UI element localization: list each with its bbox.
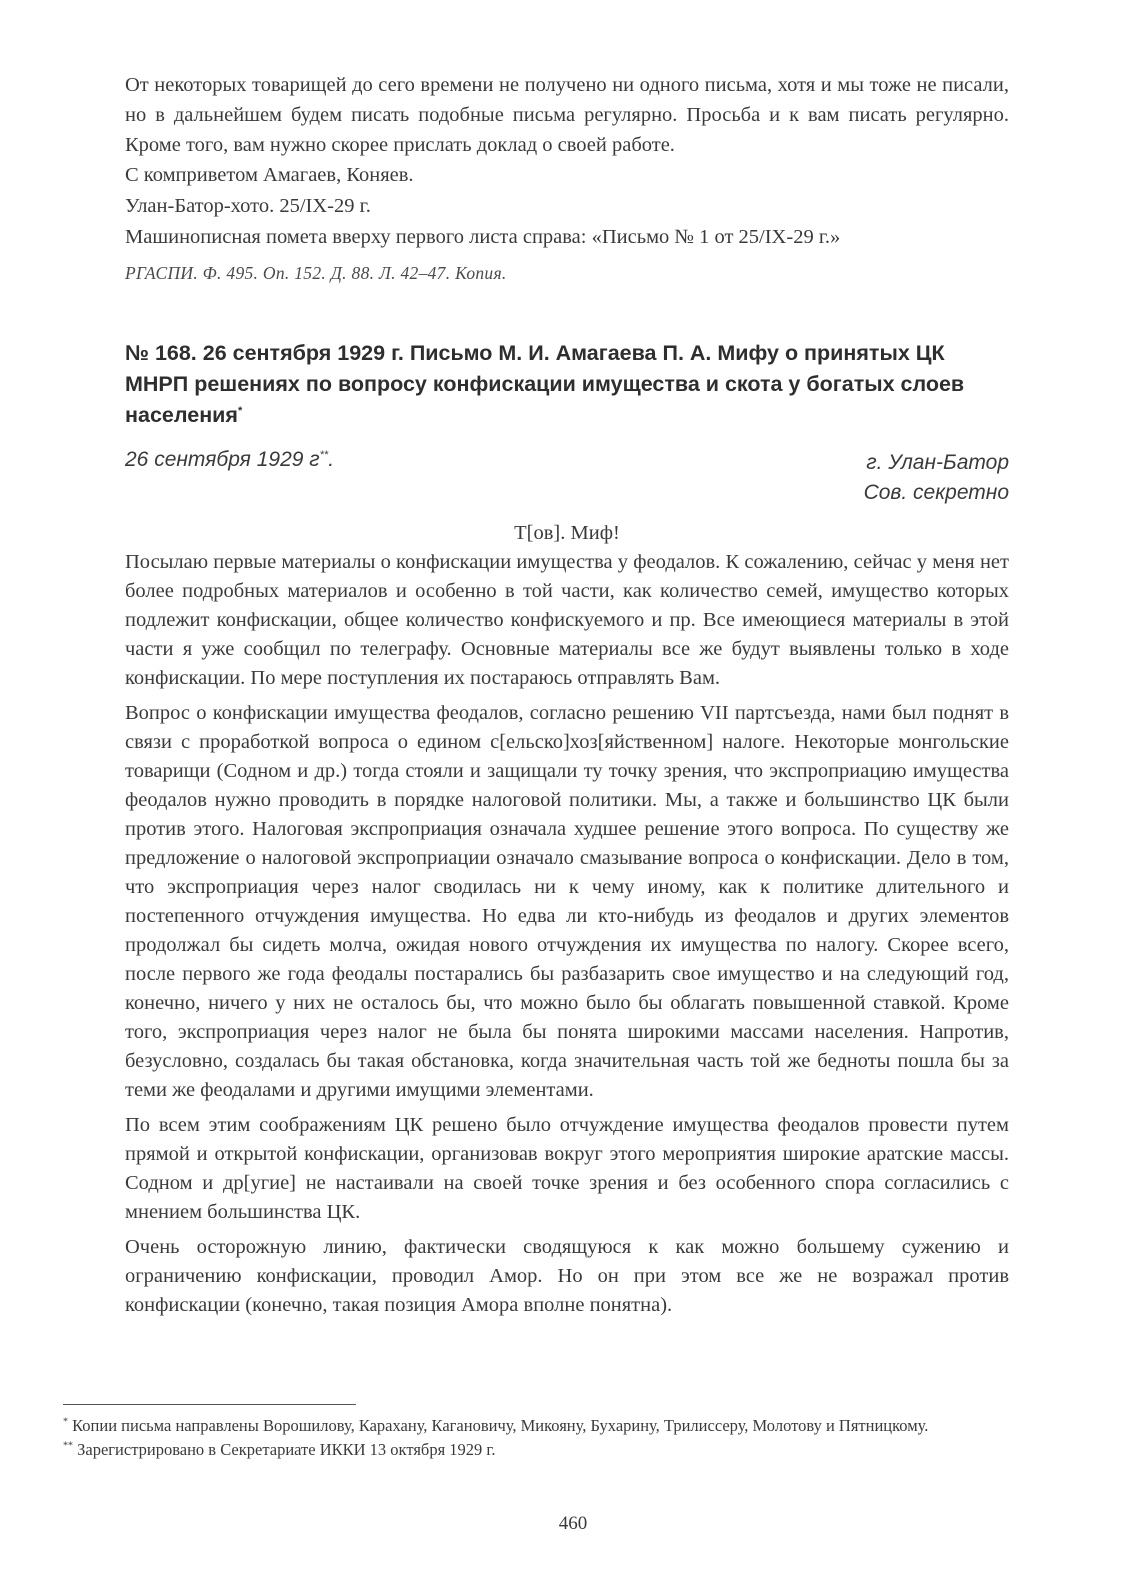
body-paragraph: Вопрос о конфискации имущества феодалов, согласно решению VII партсъезда, нами был поднят в связи с проработкой вопроса о едином с[ельско]хоз[яйственном] налоге. Некоторые монгольские товарищи (Содном и др.) тогда стояли и защищали ту точку зрения, что экспроприацию имущества феодалов нужно проводить в порядке налоговой политики. Мы, а также и большинство ЦК были против этого. Налоговая экспроприация означала худшее решение этого вопроса. По существу же предложение о налоговой экспроприации означало смазывание вопроса о конфискации. Дело в том, что экспроприация через налог сводилась ни к чему иному, как к политике длительного и постепенного отчуждения имущества. Но едва ли кто-нибудь из феодалов и других элементов продолжал бы сидеть молча, ожидая нового отчуждения их имущества по налогу. Скорее всего, после первого же года феодалы постарались бы разбазарить свое имущество и на следующий год, конечно, ничего у них не осталось бы, что можно было бы облагать повышенной ставкой. Кроме того, экспроприация через налог не была бы понята широкими массами населения. Напротив, безусловно, создалась бы такая обстановка, когда значительная часть той же бедноты пошла бы за теми же феодалами и другими имущими элементами. <box>125 702 1009 1101</box>
previous-letter-ending <box>125 70 1009 284</box>
document-date <box>125 448 334 472</box>
salutation: Т[ов]. Миф! <box>514 522 620 544</box>
document-title <box>125 338 1009 431</box>
footnote-2 <box>63 1438 1009 1462</box>
document-place-block <box>864 448 1009 508</box>
document-title-text: № 168. 26 сентября 1929 г. Письмо М. И. Амагаева П. А. Мифу о принятых ЦК МНРП решениях по вопросу конфискации имущества и скота у богатых слоев населения <box>125 341 965 427</box>
footnote-2-text: Зарегистрировано в Секретариате ИККИ 13 октября 1929 г. <box>77 1440 496 1459</box>
page-content <box>125 70 1009 1320</box>
footnote-2-mark: ** <box>63 1440 73 1452</box>
body-paragraph: Очень осторожную линию, фактически сводящуюся к как можно большему сужению и ограничению конфискации, проводил Амор. Но он при этом все же не возражал против конфискации (конечно, такая позиция Амора вполне понятна). <box>125 1236 1009 1316</box>
document-date-suffix: . <box>328 448 335 471</box>
document-date-text: 26 сентября 1929 г <box>125 448 320 471</box>
document-place: г. Улан-Батор <box>866 451 1009 474</box>
letter-body <box>125 548 1009 1320</box>
archive-source: РГАСПИ. Ф. 495. Оп. 152. Д. 88. Л. 42–47. Копия. <box>125 263 507 283</box>
previous-letter-place-date: Улан-Батор-хото. 25/IX-29 г. <box>125 195 371 217</box>
previous-letter-paragraph: От некоторых товарищей до сего времени не получено ни одного письма, хотя и мы тоже не писали, но в дальнейшем будем писать подобные письма регулярно. Просьба и к вам писать регулярно. Кроме того, вам нужно скорее прислать доклад о своей работе. <box>125 74 1009 156</box>
body-paragraph: Посылаю первые материалы о конфискации имущества у феодалов. К сожалению, сейчас у меня нет более подробных материалов и особенно в той части, как количество семей, имущество которых подлежит конфискации, общее количество конфискуемого и пр. Все имеющиеся материалы в этой части я уже сообщил по телеграфу. Основные материалы все же будут выявлены только в ходе конфискации. По мере поступления их постараюсь отправлять Вам. <box>125 551 1009 689</box>
footnotes <box>63 1414 1009 1462</box>
footnote-divider <box>63 1404 356 1405</box>
page-number: 460 <box>558 1513 588 1534</box>
previous-letter-note: Машинописная помета вверху первого листа справа: «Письмо № 1 от 25/IX-29 г.» <box>125 226 841 248</box>
title-footnote-mark: * <box>237 404 243 417</box>
footnote-1-mark: * <box>63 1416 68 1428</box>
footnote-1 <box>63 1414 1009 1438</box>
footnote-1-text: Копии письма направлены Ворошилову, Карахану, Кагановичу, Микояну, Бухарину, Трилиссеру, Молотову и Пятницкому. <box>72 1416 929 1435</box>
previous-letter-closing: С комприветом Амагаев, Коняев. <box>125 164 414 186</box>
document-classification: Сов. секретно <box>863 481 1009 504</box>
body-paragraph: По всем этим соображениям ЦК решено было отчуждение имущества феодалов провести путем прямой и открытой конфискации, организовав вокруг этого мероприятия широкие аратские массы. Содном и др[угие] не настаивали на своей точке зрения и без особенного спора согласились с мнением большинства ЦК. <box>125 1114 1009 1223</box>
date-footnote-mark: ** <box>319 449 329 461</box>
document-meta <box>125 448 1009 506</box>
